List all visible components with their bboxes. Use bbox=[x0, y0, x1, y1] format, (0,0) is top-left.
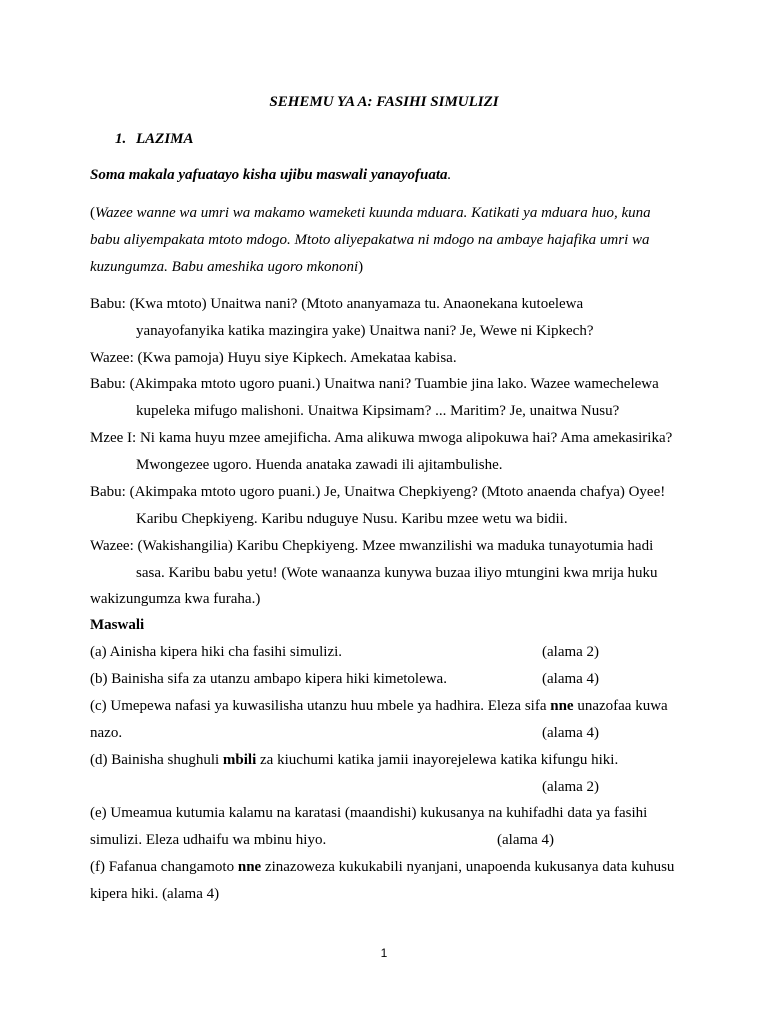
dialogue-line: yanayofanyika katika mazingira yake) Unaitwa nani? Je, Wewe ni Kipkech? bbox=[136, 323, 594, 339]
dialogue-line: Wazee: (Kwa pamoja) Huyu siye Kipkech. Amekataa kabisa. bbox=[90, 350, 457, 366]
question-d bbox=[90, 751, 768, 769]
question-b-marks: (alama 4) bbox=[542, 671, 600, 687]
dialogue-line: kupeleka mifugo malishoni. Unaitwa Kipsimam? ... Maritim? Je, unaitwa Nusu? bbox=[136, 403, 620, 419]
question-c-emphasis: nne bbox=[550, 698, 574, 714]
question-d-text-end: za kiuchumi katika jamii inayorejelewa katika kifungu hiki. bbox=[256, 752, 619, 768]
section-number: 1. bbox=[115, 131, 127, 147]
question-e: (e) Umeamua kutumia kalamu na karatasi (maandishi) kukusanya na kuhifadhi data ya fasihi bbox=[90, 805, 648, 821]
question-b-text: (b) Bainisha sifa za utanzu ambapo kipera hiki kimetolewa. bbox=[90, 671, 447, 687]
dialogue-line: Wazee: (Wakishangilia) Karibu Chepkiyeng. Mzee mwanzilishi wa maduka tunayotumia hadi bbox=[90, 538, 654, 554]
question-d-marks: (alama 2) bbox=[542, 779, 600, 795]
setting-line bbox=[90, 204, 768, 222]
setting-text: kuzungumza. Babu ameshika ugoro mkononi bbox=[90, 259, 359, 275]
dialogue-line: Karibu Chepkiyeng. Karibu nduguye Nusu. Karibu mzee wetu wa bidii. bbox=[136, 511, 568, 527]
question-c-marks: (alama 4) bbox=[542, 725, 600, 741]
question-e-marks: (alama 4) bbox=[497, 832, 555, 848]
question-f-cont: kipera hiki. (alama 4) bbox=[90, 886, 220, 902]
question-f-emphasis: nne bbox=[237, 859, 262, 875]
question-c-text: (c) Umepewa nafasi ya kuwasilisha utanzu huu mbele ya hadhira. Eleza sifa bbox=[90, 698, 551, 714]
question-b bbox=[90, 670, 768, 688]
setting-open-paren: ( bbox=[90, 205, 95, 221]
page-number: 1 bbox=[380, 946, 388, 960]
question-d-text: (d) Bainisha shughuli bbox=[90, 752, 223, 768]
questions-heading: Maswali bbox=[90, 617, 145, 633]
question-c-cont-text: nazo. bbox=[90, 725, 123, 741]
instruction bbox=[90, 166, 768, 184]
page-title: SEHEMU YA A: FASIHI SIMULIZI bbox=[269, 94, 499, 110]
question-e-cont bbox=[90, 831, 768, 849]
dialogue-line: Mwongezee ugoro. Huenda anataka zawadi ili ajitambulishe. bbox=[136, 457, 503, 473]
setting-line: babu aliyempakata mtoto mdogo. Mtoto aliyepakatwa ni mdogo na ambaye hajafika umri wa bbox=[90, 232, 650, 248]
question-a-marks: (alama 2) bbox=[542, 644, 600, 660]
question-d-emphasis: mbili bbox=[222, 752, 257, 768]
setting-text: Wazee wanne wa umri wa makamo wameketi kuunda mduara. Katikati ya mduara huo, kuna bbox=[95, 205, 651, 221]
dialogue-line: Babu: (Kwa mtoto) Unaitwa nani? (Mtoto ananyamaza tu. Anaonekana kutoelewa bbox=[90, 296, 584, 312]
question-c-text-end: unazofaa kuwa bbox=[573, 698, 668, 714]
instruction-end: . bbox=[447, 167, 452, 183]
dialogue-line: wakizungumza kwa furaha.) bbox=[90, 591, 261, 607]
dialogue-line: Mzee I: Ni kama huyu mzee amejificha. Ama alikuwa mwoga alipokuwa hai? Ama amekasirika? bbox=[90, 430, 673, 446]
question-c bbox=[90, 697, 768, 715]
dialogue-line: Babu: (Akimpaka mtoto ugoro puani.) Unaitwa nani? Tuambie jina lako. Wazee wamechelewa bbox=[90, 376, 659, 392]
question-f-text: (f) Fafanua changamoto bbox=[90, 859, 238, 875]
dialogue-line: sasa. Karibu babu yetu! (Wote wanaanza kunywa buzaa iliyo mtungini kwa mrija huku bbox=[136, 565, 658, 581]
question-e-cont-text: simulizi. Eleza udhaifu wa mbinu hiyo. bbox=[90, 832, 327, 848]
question-a-text: (a) Ainisha kipera hiki cha fasihi simulizi. bbox=[90, 644, 343, 660]
setting-line bbox=[90, 258, 768, 276]
question-f bbox=[90, 858, 768, 876]
instruction-text: Soma makala yafuatayo kisha ujibu maswali yanayofuata bbox=[90, 167, 448, 183]
section-label: LAZIMA bbox=[136, 131, 194, 147]
dialogue-line: Babu: (Akimpaka mtoto ugoro puani.) Je, Unaitwa Chepkiyeng? (Mtoto anaenda chafya) Oyee! bbox=[90, 484, 666, 500]
question-c-cont bbox=[90, 724, 768, 742]
setting-close-paren: ) bbox=[358, 259, 364, 275]
question-a bbox=[90, 643, 768, 661]
question-f-text-end: zinazoweza kukukabili nyanjani, unapoenda kukusanya data kuhusu bbox=[261, 859, 675, 875]
